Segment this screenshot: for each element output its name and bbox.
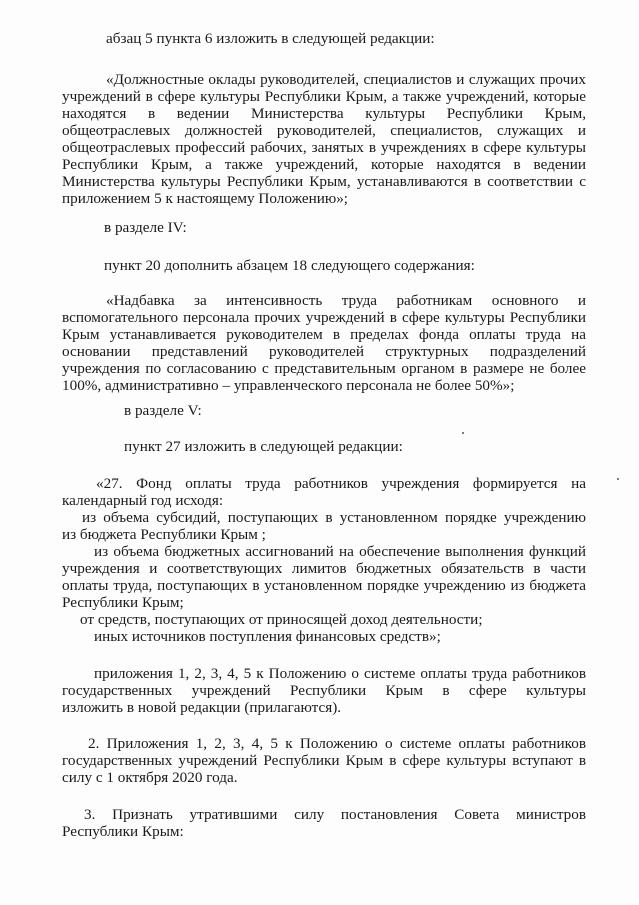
text-line: государственных учреждений Республики Крым в сфере культуры: [62, 682, 586, 699]
text-line: от средств, поступающих от приносящей доход деятельности;: [80, 611, 483, 628]
paragraph-inye-istochniki: [94, 628, 584, 645]
text-line: основании представлений руководителей структурных подразделений: [62, 343, 586, 360]
text-line: Республики Крым:: [62, 823, 184, 840]
text-line: в разделе V:: [124, 402, 202, 419]
text-line: общеотраслевых должностей руководителей, специалистов, служащих и: [62, 122, 586, 139]
text-line: приложения 1, 2, 3, 4, 5 к Положению о системе оплаты труда работников: [94, 665, 586, 682]
text-line: пункт 20 дополнить абзацем 18 следующего содержания:: [104, 257, 475, 274]
paragraph-prilozheniya-izlozhit: [62, 665, 586, 716]
text-line: иных источников поступления финансовых средств»;: [94, 628, 441, 645]
text-line: учреждений в сфере культуры Республики Крым, а также учреждений, которые: [62, 88, 586, 105]
text-line: учреждения и соответствующих лимитов бюджетных обязательств в части: [62, 560, 586, 577]
text-line: из бюджета Республики Крым ;: [62, 526, 266, 543]
text-line: «Должностные оклады руководителей, специалистов и служащих прочих: [106, 71, 586, 88]
scan-speck: [462, 432, 464, 434]
text-line: оплаты труда, поступающих в установленном порядке учреждению из бюджета: [62, 577, 586, 594]
text-line: «Надбавка за интенсивность труда работникам основного и: [106, 292, 586, 309]
text-line: Министерства культуры Республики Крым, устанавливаются в соответствии с: [62, 173, 586, 190]
text-line: 100%, административно – управленческого персонала не более 50%»;: [62, 377, 515, 394]
paragraph-razdel-iv: [104, 219, 584, 236]
paragraph-punkt-2: [62, 735, 586, 786]
text-line: Республики Крым, а также учреждений, которые находятся в ведении: [62, 156, 586, 173]
scan-speck: [617, 478, 619, 480]
text-line: силу с 1 октября 2020 года.: [62, 769, 238, 786]
text-line: календарный год исходя:: [62, 492, 224, 509]
text-line: приложением 5 к настоящему Положению»;: [62, 190, 349, 207]
paragraph-nadbavka: [62, 292, 586, 394]
text-line: находятся в ведении Министерства культуры Республики Крым,: [62, 105, 586, 122]
text-line: вспомогательного персонала прочих учреждений в сфере культуры Республики: [62, 309, 586, 326]
paragraph-assignovaniya: [62, 543, 586, 611]
text-line: в разделе IV:: [104, 219, 187, 236]
paragraph-punkt-20: [104, 257, 584, 274]
paragraph-abzac-5: [106, 30, 586, 47]
text-line: из объема субсидий, поступающих в установленном порядке учреждению: [82, 509, 586, 526]
text-line: 2. Приложения 1, 2, 3, 4, 5 к Положению о системе оплаты работников: [88, 735, 586, 752]
paragraph-dolzhnostnye-oklady: [62, 71, 586, 207]
text-line: учреждения по согласованию с представительным органом в размере не более: [62, 360, 586, 377]
text-line: 3. Признать утратившими силу постановления Совета министров: [84, 806, 586, 823]
text-line: государственных учреждений Республики Крым в сфере культуры вступают в: [62, 752, 586, 769]
text-line: общеотраслевых профессий рабочих, занятых в учреждениях в сфере культуры: [62, 139, 586, 156]
paragraph-dohod: [80, 611, 584, 628]
text-line: Крым устанавливается руководителем в пределах фонда оплаты труда на: [62, 326, 586, 343]
paragraph-razdel-v: [124, 402, 584, 419]
paragraph-punkt-3: [62, 806, 586, 840]
text-line: «27. Фонд оплаты труда работников учреждения формируется на: [96, 475, 586, 492]
paragraph-fond-oplaty: [62, 475, 586, 509]
text-line: из объема бюджетных ассигнований на обеспечение выполнения функций: [94, 543, 586, 560]
text-line: изложить в новой редакции (прилагаются).: [62, 699, 342, 716]
text-line: Республики Крым;: [62, 594, 184, 611]
text-line: абзац 5 пункта 6 изложить в следующей редакции:: [106, 30, 435, 47]
text-line: пункт 27 изложить в следующей редакции:: [124, 438, 403, 455]
paragraph-punkt-27: [124, 438, 584, 455]
paragraph-subsidii: [62, 509, 586, 543]
